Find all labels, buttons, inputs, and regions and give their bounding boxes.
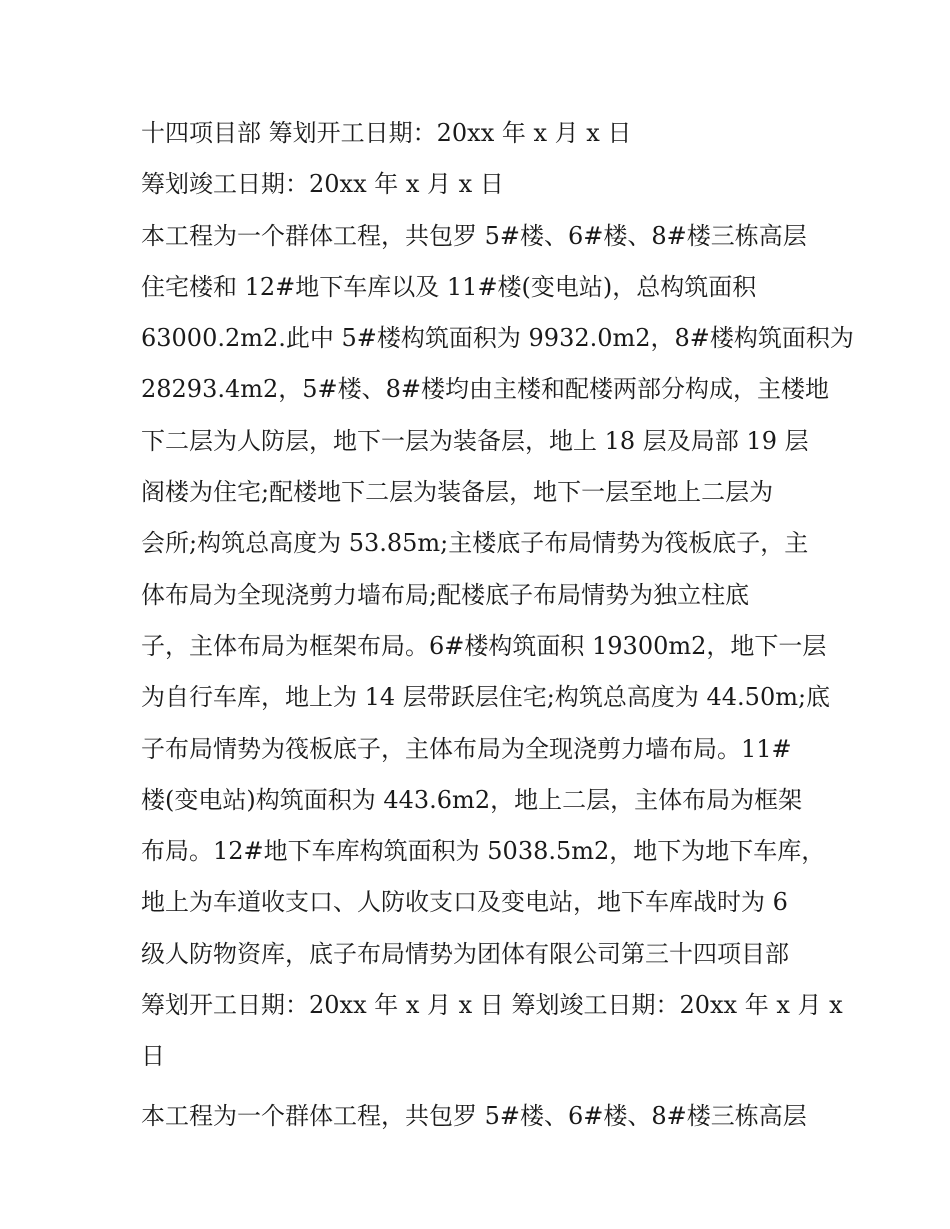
text-line: 子，主体布局为框架布局。6#楼构筑面积 19300m2，地下一层: [141, 631, 827, 660]
text-line: 会所;构筑总高度为 53.85m;主楼底子布局情势为筏板底子，主: [141, 529, 809, 558]
text-line: 住宅楼和 12#地下车库以及 11#楼(变电站)，总构筑面积: [141, 272, 757, 301]
text-line: 63000.2m2.此中 5#楼构筑面积为 9932.0m2，8#楼构筑面积为: [141, 324, 854, 353]
text-line: 级人防物资库，底子布局情势为团体有限公司第三十四项目部: [141, 939, 789, 968]
text-line: 楼(变电站)构筑面积为 443.6m2，地上二层，主体布局为框架: [141, 785, 803, 814]
text-line: 布局。12#地下车库构筑面积为 5038.5m2，地下为地下车库，: [141, 837, 826, 866]
text-line: 日: [141, 1042, 165, 1071]
text-line: 筹划开工日期：20xx 年 x 月 x 日 筹划竣工日期：20xx 年 x 月 x: [141, 991, 843, 1020]
text-line: 子布局情势为筏板底子，主体布局为全现浇剪力墙布局。11#: [141, 734, 792, 763]
text-line: 本工程为一个群体工程，共包罗 5#楼、6#楼、8#楼三栋高层: [141, 1101, 807, 1130]
text-line: 本工程为一个群体工程，共包罗 5#楼、6#楼、8#楼三栋高层: [141, 221, 807, 250]
document-body: [141, 108, 854, 1142]
text-line: 体布局为全现浇剪力墙布局;配楼底子布局情势为独立柱底: [141, 580, 750, 609]
text-line: 地上为车道收支口、人防收支口及变电站，地下车库战时为 6: [141, 888, 788, 917]
text-line: 阁楼为住宅;配楼地下二层为装备层，地下一层至地上二层为: [141, 478, 774, 507]
paragraph-gap: [141, 1083, 813, 1091]
text-line: 为自行车库，地上为 14 层带跃层住宅;构筑总高度为 44.50m;底: [141, 683, 831, 712]
text-line: 下二层为人防层，地下一层为装备层，地上 18 层及局部 19 层: [141, 426, 809, 455]
text-line: 筹划竣工日期：20xx 年 x 月 x 日: [141, 170, 504, 199]
text-line: 28293.4m2，5#楼、8#楼均由主楼和配楼两部分构成，主楼地: [141, 375, 830, 404]
text-line: 十四项目部 筹划开工日期：20xx 年 x 月 x 日: [141, 119, 632, 147]
